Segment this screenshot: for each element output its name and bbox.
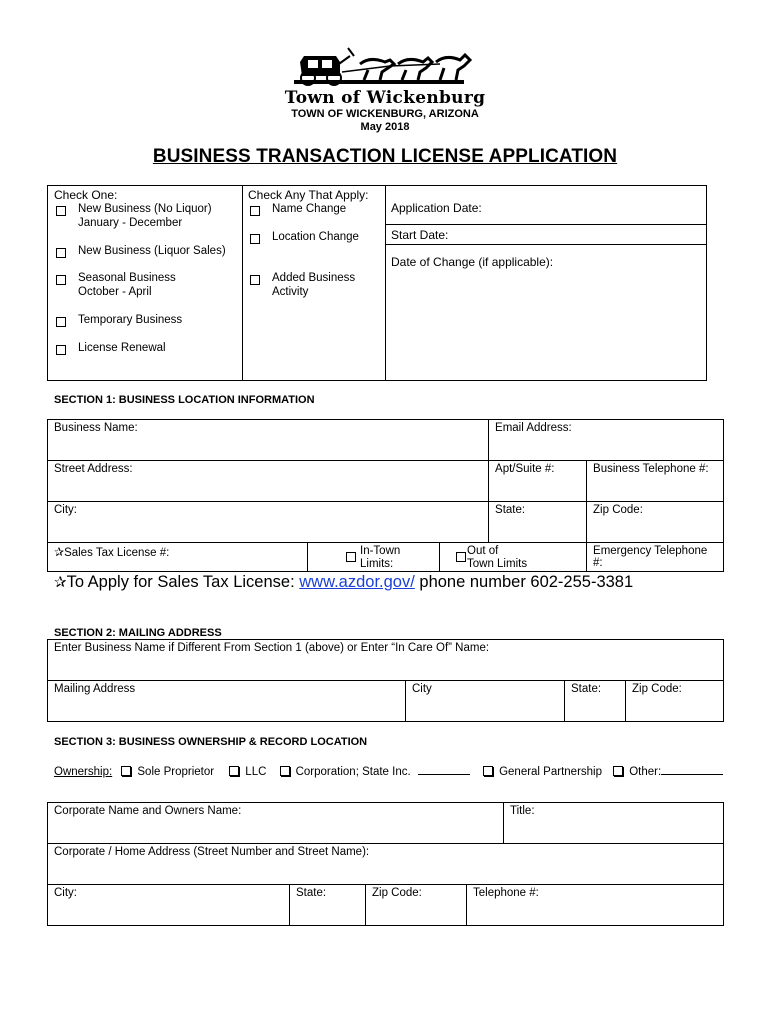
checkbox[interactable]	[56, 275, 66, 285]
checkbox-other[interactable]	[613, 766, 623, 776]
sales-tax-note: ✰To Apply for Sales Tax License: www.azdor.gov/ phone number 602-255-3381	[54, 573, 634, 591]
business-name-field[interactable]: Business Name:	[48, 420, 489, 461]
section1-heading: SECTION 1: BUSINESS LOCATION INFORMATION	[54, 394, 315, 406]
zip-code-field[interactable]: Zip Code:	[587, 502, 724, 543]
mailing-city-field[interactable]: City	[406, 681, 565, 722]
date-line: May 2018	[360, 121, 410, 133]
section2-table	[47, 639, 724, 722]
check-one-label: Check One:	[54, 188, 118, 202]
emergency-telephone-field[interactable]: Emergency Telephone #:	[587, 543, 724, 572]
owner-zip-field[interactable]: Zip Code:	[366, 885, 467, 926]
owner-telephone-field[interactable]: Telephone #:	[467, 885, 724, 926]
checkbox[interactable]	[250, 206, 260, 216]
checkbox[interactable]	[56, 345, 66, 355]
license-type-box: Check One: New Business (No Liquor) January - December New Business (Liquor Sales) Seasonal Business October - April Temporary Business License Renewal Check Any That Apply: Name Change Location Change Added Business Activity Application Date: Start Date: Date of Change (if applicable):	[47, 185, 707, 381]
other-blank[interactable]	[661, 763, 723, 775]
in-town-limits-option[interactable]: In-Town Limits:	[308, 543, 440, 572]
checkbox[interactable]	[456, 552, 466, 562]
checkbox[interactable]	[56, 206, 66, 216]
email-field[interactable]: Email Address:	[489, 420, 724, 461]
date-of-change-field[interactable]: Date of Change (if applicable):	[391, 255, 554, 269]
start-date-field[interactable]: Start Date:	[391, 228, 449, 242]
town-logo-text: Town of Wickenburg	[284, 88, 486, 108]
section2-heading: SECTION 2: MAILING ADDRESS	[54, 627, 222, 639]
business-telephone-field[interactable]: Business Telephone #:	[587, 461, 724, 502]
star-icon: ✰	[54, 545, 65, 559]
owner-city-field[interactable]: City:	[48, 885, 290, 926]
mailing-zip-field[interactable]: Zip Code:	[626, 681, 724, 722]
checkbox[interactable]	[346, 552, 356, 562]
sales-tax-license-field[interactable]: ✰Sales Tax License #:	[48, 543, 308, 572]
application-date-field[interactable]: Application Date:	[391, 201, 482, 215]
state-inc-blank[interactable]	[418, 763, 470, 775]
checkbox[interactable]	[250, 275, 260, 285]
street-address-field[interactable]: Street Address:	[48, 461, 489, 502]
mailing-address-field[interactable]: Mailing Address	[48, 681, 406, 722]
city-field[interactable]: City:	[48, 502, 489, 543]
azdor-link[interactable]: www.azdor.gov/	[299, 573, 415, 591]
corporate-home-address-field[interactable]: Corporate / Home Address (Street Number and Street Name):	[48, 844, 724, 885]
checkbox-general-partnership[interactable]	[483, 766, 493, 776]
checkbox[interactable]	[250, 234, 260, 244]
page-title: BUSINESS TRANSACTION LICENSE APPLICATION	[152, 146, 618, 167]
care-of-name-field[interactable]: Enter Business Name if Different From Section 1 (above) or Enter “In Care Of” Name:	[48, 640, 724, 681]
owner-title-field[interactable]: Title:	[504, 803, 724, 844]
checkbox[interactable]	[56, 317, 66, 327]
out-of-town-limits-option[interactable]: Out of Town Limits	[440, 543, 587, 572]
state-field[interactable]: State:	[489, 502, 587, 543]
checkbox[interactable]	[56, 248, 66, 258]
checkbox-corporation[interactable]	[280, 766, 290, 776]
corporate-owners-name-field[interactable]: Corporate Name and Owners Name:	[48, 803, 504, 844]
owner-state-field[interactable]: State:	[290, 885, 366, 926]
star-icon: ✰	[54, 574, 67, 591]
ownership-label: Ownership:	[54, 766, 113, 778]
section3-table	[47, 802, 724, 926]
section3-heading: SECTION 3: BUSINESS OWNERSHIP & RECORD LOCATION	[54, 736, 368, 748]
check-any-label: Check Any That Apply:	[248, 188, 369, 202]
town-line: TOWN OF WICKENBURG, ARIZONA	[291, 108, 479, 120]
section1-table	[47, 419, 724, 572]
apt-suite-field[interactable]: Apt/Suite #:	[489, 461, 587, 502]
ownership-row: Ownership: Sole Proprietor LLC Corporation; State Inc. General Partnership Other:	[54, 763, 723, 778]
checkbox-sole-proprietor[interactable]	[121, 766, 131, 776]
mailing-state-field[interactable]: State:	[565, 681, 626, 722]
checkbox-llc[interactable]	[229, 766, 239, 776]
